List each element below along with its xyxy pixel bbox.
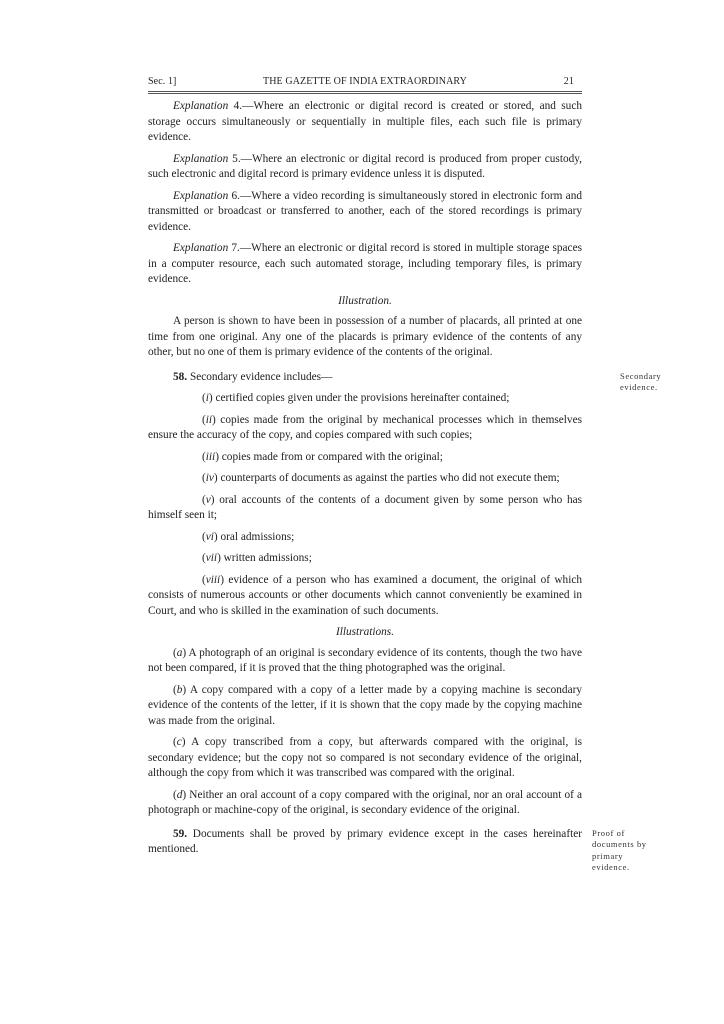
clause-vii: (vii) written admissions;: [202, 552, 312, 564]
explanation-label: Explanation: [173, 100, 229, 112]
illustration-letter: b: [176, 683, 183, 696]
explanation-4: [148, 99, 582, 146]
explanation-5: [148, 152, 582, 183]
illustration-letter: d: [176, 788, 183, 801]
illustration-letter: a: [176, 646, 183, 659]
illustration-a: (a) A photograph of an original is secondary evidence of its contents, though the two have not been compared, if it is proved that the thing photographed was the original.: [148, 646, 582, 674]
section-58-heading: [148, 370, 582, 386]
clause-iii: (iii) copies made from or compared with the original;: [202, 450, 443, 463]
clause-text: oral admissions;: [217, 530, 295, 543]
clause-number: vi: [205, 530, 214, 543]
explanation-label: Explanation: [173, 242, 229, 254]
page-body: [148, 99, 582, 864]
marginal-note-line: evidence.: [620, 382, 658, 392]
clause-viii: (viii) evidence of a person who has examined a document, the original of which consists of numerous accounts or other documents which cannot conveniently be examined in Court, and who is skilled in the examination of such documents.: [148, 573, 582, 617]
illustration-c: (c) A copy transcribed from a copy, but afterwards compared with the original, is secondary evidence; but the copy not so compared is not secondary evidence of the original, although the copy from which it was transcribed was compared with the original.: [148, 736, 582, 779]
illustration-b: (b) A copy compared with a copy of a letter made by a copying machine is secondary evidence of the contents of the letter, if it is shown that the copy made by the copying machine was made from the original.: [148, 683, 582, 727]
illustration-text: A copy compared with a copy of a letter made by a copying machine is secondary evidence of the contents of the letter, if it is shown that the copy made by the copying machine was made from the original.: [148, 683, 582, 727]
section-text: Secondary evidence includes—: [187, 370, 333, 383]
explanation-7: [148, 241, 582, 288]
clause-text: copies made from the original by mechanical processes which in themselves ensure the accuracy of the copy, and copies compared with such copies;: [148, 413, 582, 441]
clause-number: i: [205, 392, 209, 404]
marginal-note-line: Secondary: [620, 370, 662, 381]
illustration-d: (d) Neither an oral account of a copy compared with the original, nor an oral account of a photograph or machine-copy of the original, is secondary evidence of the original.: [148, 788, 582, 816]
marginal-note-proof-of-documents: [592, 828, 647, 874]
illustration-text: A photograph of an original is secondary evidence of its contents, though the two have not been compared, if it is proved that the thing photographed was the original.: [148, 646, 582, 674]
clause-text: certified copies given under the provisions hereinafter contained;: [212, 392, 510, 404]
clause-number: iii: [205, 450, 216, 463]
explanation-label: Explanation: [173, 152, 229, 165]
clause-i: (i) certified copies given under the provisions hereinafter contained;: [202, 392, 510, 404]
explanation-label: Explanation: [173, 189, 229, 202]
section-number: 59.: [173, 827, 188, 840]
clause-number: vii: [205, 552, 218, 564]
clause-text: written admissions;: [220, 552, 312, 564]
illustration-text: Neither an oral account of a copy compared with the original, nor an oral account of a photograph or machine-copy of the original, is secondary evidence of the original.: [148, 788, 582, 816]
clause-text: counterparts of documents as against the parties who did not execute them;: [217, 472, 560, 484]
clause-iv: (iv) counterparts of documents as against the parties who did not execute them;: [202, 472, 560, 484]
marginal-note-line: Proof of: [592, 827, 625, 838]
section-number: 58.: [173, 370, 188, 383]
clause-number: v: [205, 493, 211, 506]
clause-vi: (vi) oral admissions;: [202, 530, 295, 543]
illustration-heading: Illustration.: [338, 294, 392, 307]
explanation-6: [148, 189, 582, 236]
marginal-note-secondary-evidence: [620, 371, 661, 394]
illustrations-heading: Illustrations.: [335, 626, 395, 638]
clause-v: (v) oral accounts of the contents of a document given by some person who has himself seen it;: [148, 493, 582, 521]
marginal-note-line: evidence.: [592, 862, 630, 872]
marginal-note-line: documents by: [592, 839, 647, 849]
page-header: [148, 76, 582, 90]
header-section: Sec. 1]: [148, 76, 177, 87]
clause-number: viii: [205, 573, 221, 586]
header-double-rule: [148, 91, 582, 94]
illustration-paragraph: A person is shown to have been in possession of a number of placards, all printed at one time from one original. Any one of the placards is primary evidence of the contents of any other, but no one of them is primary evidence of the contents of the original.: [148, 315, 582, 358]
header-title: THE GAZETTE OF INDIA EXTRAORDINARY: [263, 76, 467, 87]
illustration-letter: c: [176, 736, 182, 748]
illustration-text: A copy transcribed from a copy, but afterwards compared with the original, is secondary evidence; but the copy not so compared is not secondary evidence of the original, although the copy from which it was transcribed was compared with the original.: [148, 736, 582, 779]
explanation-text: 7.—Where an electronic or digital record is stored in multiple storage spaces in a computer resource, each such automated storage, including temporary files, is primary evidence.: [148, 242, 582, 285]
header-page-number: 21: [563, 76, 574, 87]
clause-text: copies made from or compared with the original;: [218, 450, 443, 463]
clause-text: oral accounts of the contents of a document given by some person who has himself seen it;: [148, 493, 582, 521]
clause-text: evidence of a person who has examined a document, the original of which consists of numerous accounts or other documents which cannot conveniently be examined in Court, and who is skilled in the examination of such documents.: [148, 573, 582, 617]
explanation-text: 5.—Where an electronic or digital record is produced from proper custody, such electronic and digital record is primary evidence unless it is disputed.: [148, 152, 582, 180]
clause-ii: (ii) copies made from the original by mechanical processes which in themselves ensure the accuracy of the copy, and copies compared with such copies;: [148, 413, 582, 441]
section-59-paragraph: [148, 827, 582, 858]
clause-number: iv: [205, 472, 214, 484]
marginal-note-line: primary: [592, 850, 624, 861]
section-text: Documents shall be proved by primary evidence except in the cases hereinafter mentioned.: [148, 827, 582, 855]
explanation-text: 6.—Where a video recording is simultaneously stored in electronic form and transmitted or broadcast or transferred to another, each of the stored recordings is primary evidence.: [148, 189, 582, 233]
explanation-text: 4.—Where an electronic or digital record is created or stored, and such storage occurs simultaneously or sequentially in multiple files, each such file is primary evidence.: [148, 100, 582, 143]
clause-number: ii: [205, 413, 213, 426]
